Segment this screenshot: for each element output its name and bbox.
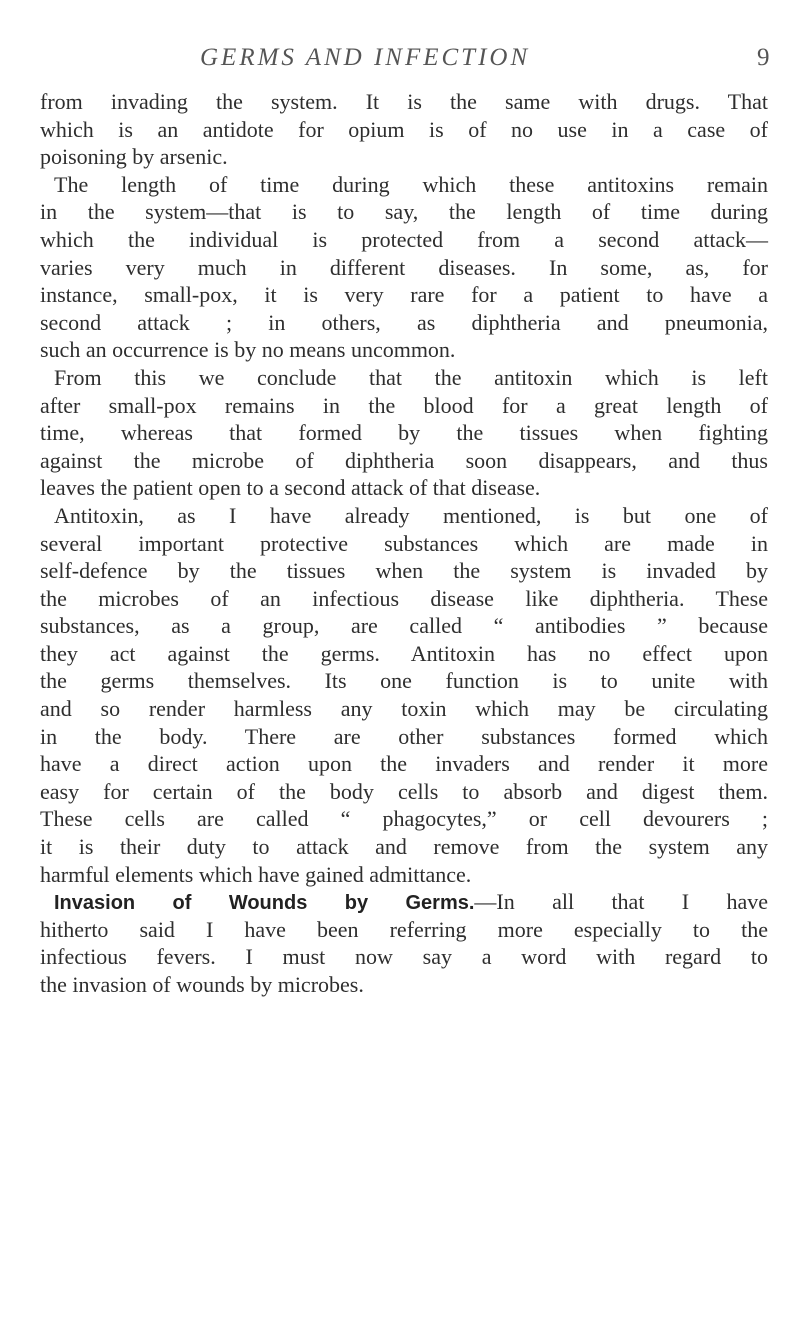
text-line: infectious fevers. I must now say a word with regard to bbox=[40, 944, 768, 970]
text-line: which is an antidote for opium is of no use in a case of bbox=[40, 116, 768, 142]
text-line: substances, as a group, are called “ antibodies ” because bbox=[40, 613, 768, 639]
text-line: which the individual is protected from a second attack— bbox=[40, 226, 768, 252]
text-line: harmful elements which have gained admittance. bbox=[40, 861, 472, 887]
text-line: The length of time during which these antitoxins remain bbox=[54, 171, 768, 197]
text-line: hitherto said I have been referring more especially to the bbox=[40, 916, 768, 942]
text-line: in the system—that is to say, the length of time during bbox=[40, 199, 768, 225]
text-line: second attack ; in others, as diphtheria and pneumonia, bbox=[40, 309, 768, 335]
text-line: These cells are called “ phagocytes,” or cell devourers ; bbox=[40, 806, 768, 832]
section-heading-line bbox=[40, 888, 768, 916]
text-line: in the body. There are other substances formed which bbox=[40, 723, 768, 749]
text-line: after small-pox remains in the blood for a great length of bbox=[40, 392, 768, 418]
text-line: from invading the system. It is the same with drugs. That bbox=[40, 89, 768, 114]
text-line: Antitoxin, as I have already mentioned, is but one of bbox=[54, 502, 768, 528]
text-line: it is their duty to attack and remove from the system any bbox=[40, 834, 768, 860]
text-line: they act against the germs. Antitoxin has no effect upon bbox=[40, 640, 768, 666]
text-line: against the microbe of diphtheria soon disappears, and thus bbox=[40, 447, 768, 473]
text-line: and so render harmless any toxin which may be circulating bbox=[40, 696, 768, 722]
text-line: easy for certain of the body cells to absorb and digest them. bbox=[40, 778, 768, 804]
text-line: such an occurrence is by no means uncommon. bbox=[40, 337, 456, 363]
text-line: instance, small-pox, it is very rare for a patient to have a bbox=[40, 282, 768, 308]
text-line: From this we conclude that the antitoxin which is left bbox=[54, 364, 768, 390]
text-line: several important protective substances which are made in bbox=[40, 530, 768, 556]
text-line: have a direct action upon the invaders and render it more bbox=[40, 751, 768, 777]
section-heading: Invasion of Wounds by Germs. bbox=[54, 892, 475, 915]
text-line: time, whereas that formed by the tissues when fighting bbox=[40, 420, 768, 446]
text-line: leaves the patient open to a second attack of that disease. bbox=[40, 475, 541, 501]
running-head bbox=[0, 44, 800, 84]
text-line: the germs themselves. Its one function is to unite with bbox=[40, 668, 768, 694]
text-line: poisoning by arsenic. bbox=[40, 144, 228, 170]
text-line: the microbes of an infectious disease like diphtheria. These bbox=[40, 585, 768, 611]
body-text bbox=[40, 88, 768, 999]
text-line: the invasion of wounds by microbes. bbox=[40, 972, 364, 997]
text-line: varies very much in different diseases. In some, as, for bbox=[40, 254, 768, 280]
text-line: self-defence by the tissues when the system is invaded by bbox=[40, 558, 768, 584]
running-title: GERMS AND INFECTION bbox=[200, 44, 531, 71]
section-first-line-text: —In all that I have bbox=[474, 889, 768, 915]
page-number: 9 bbox=[757, 44, 770, 71]
